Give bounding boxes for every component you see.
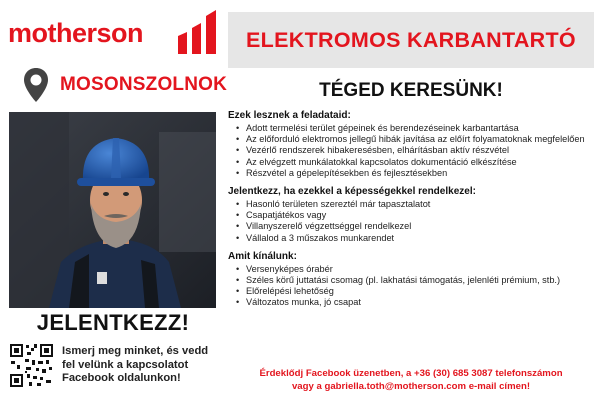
requirements-list xyxy=(228,199,596,244)
section-heading: Jelentkezz, ha ezekkel a képességekkel rendelkezel: xyxy=(228,186,476,198)
list-item: • Hasonló területen szereztél már tapasztalatot xyxy=(228,199,596,210)
offer-section xyxy=(228,251,596,309)
brand-name: motherson xyxy=(8,18,144,48)
job-details xyxy=(228,110,596,316)
worker-photo xyxy=(9,112,216,308)
contact-info xyxy=(228,368,594,393)
location-text: MOSONSZOLNOK xyxy=(60,74,228,95)
contact-line-email[interactable]: vagy a gabriella.toth@motherson.com e-mail címen! xyxy=(291,380,531,392)
list-item: • Változatos munka, jó csapat xyxy=(228,297,596,308)
contact-line-phone: Érdeklődj Facebook üzenetben, a +36 (30) 685 3087 telefonszámon xyxy=(259,368,563,379)
tasks-section xyxy=(228,110,596,179)
list-item: • Vezérlő rendszerek hibakeresésben, elhárításban aktív részvétel xyxy=(228,145,596,156)
job-location xyxy=(24,68,228,104)
motherson-logo xyxy=(8,8,220,54)
list-item: • Az elvégzett munkálatokkal kapcsolatos dokumentáció elkészítése xyxy=(228,157,596,168)
offer-list xyxy=(228,264,596,309)
list-item: • Részvétel a gépelepítésekben és fejlesztésekben xyxy=(228,168,596,179)
list-item: • Vállalod a 3 műszakos munkarendet xyxy=(228,233,596,244)
section-heading: Ezek lesznek a feladataid: xyxy=(228,110,351,121)
list-item: • Versenyképes órabér xyxy=(228,264,596,275)
requirements-section xyxy=(228,186,596,244)
section-heading: Amit kínálunk: xyxy=(228,250,297,262)
subtitle: TÉGED KERESÜNK! xyxy=(319,80,503,101)
job-title: ELEKTROMOS KARBANTARTÓ xyxy=(246,27,576,52)
job-title-banner xyxy=(228,12,594,68)
list-item: • Csapatjátékos vagy xyxy=(228,210,596,221)
list-item: • Villanyszerelő végzettséggel rendelkezel xyxy=(228,221,596,232)
facebook-cta-text: Ismerj meg minket, és vedd fel velünk a kapcsolatot Facebook oldalunkon! xyxy=(62,345,209,384)
location-pin-icon xyxy=(24,68,48,102)
list-item: • Az előforduló elektromos jellegű hibák javítása az előírt folyamatoknak megfelelően xyxy=(228,134,596,145)
apply-heading: JELENTKEZZ! xyxy=(36,310,190,335)
facebook-qr-code[interactable] xyxy=(9,343,54,388)
list-item: • Széles körű juttatási csomag (pl. lakhatási támogatás, jelenléti prémium, stb.) xyxy=(228,275,596,286)
motherson-bars-icon xyxy=(176,8,220,54)
tasks-list xyxy=(228,123,596,179)
list-item: • Adott termelési terület gépeinek és berendezéseinek karbantartása xyxy=(228,123,596,134)
list-item: • Előrelépési lehetőség xyxy=(228,286,596,297)
